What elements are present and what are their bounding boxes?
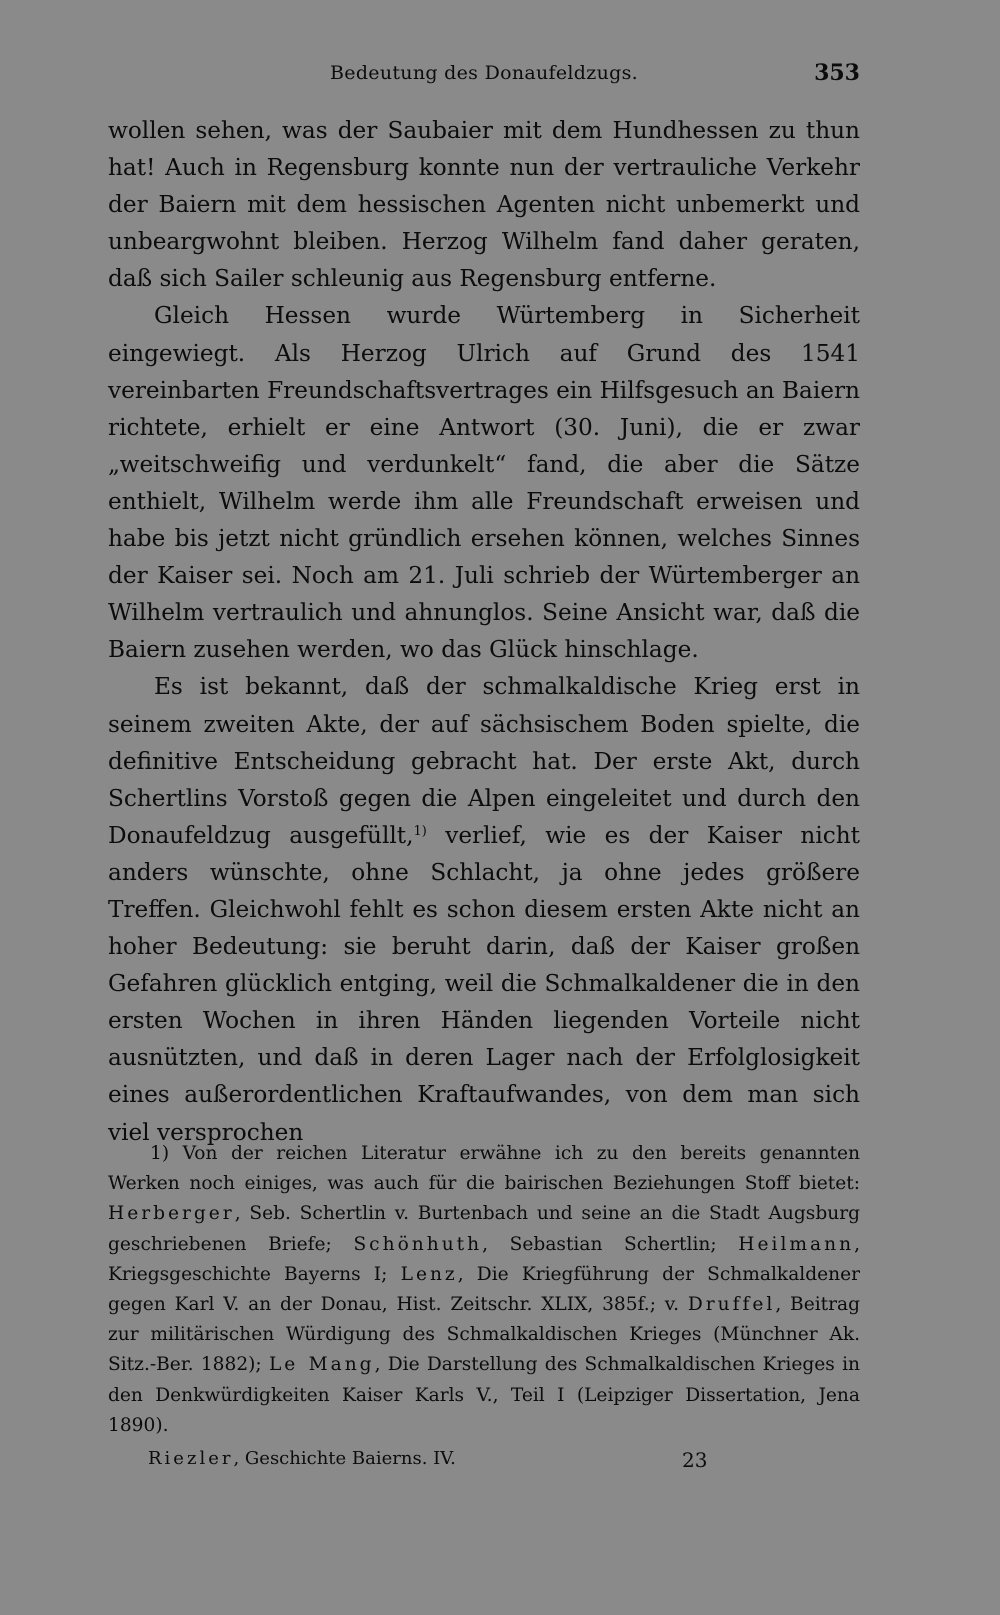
footnote-text: , Sebastian Schertlin;: [482, 1233, 739, 1255]
author-name: Schönhuth: [353, 1233, 483, 1255]
paragraph-3: [108, 668, 860, 1150]
page-header: [108, 58, 860, 94]
paragraph-3-text-b: verlief, wie es der Kaiser nicht anders wünschte, ohne Schlacht, ja ohne jedes größere Treffen. Gleichwohl fehlt es schon diesem ersten Akte nicht an hoher Bedeutung: sie beruht darin, daß der Kaiser großen Gefahren glücklich entging, weil die Schmalkaldener die in den ersten Wochen in ihren Händen liegenden Vorteile nicht ausnützten, und daß in deren Lager nach der Erfolglosigkeit eines außerordentlichen Kraftaufwandes, von dem man sich viel versprochen: [108, 821, 860, 1146]
author-name: Lenz: [400, 1263, 458, 1285]
footnote-text: , Seb. Schertlin v. Burtenbach und seine an die Stadt Augsburg geschriebenen Briefe;: [108, 1203, 860, 1255]
author-name: Druffel: [687, 1294, 776, 1316]
signature-work: [148, 1448, 456, 1469]
signature-line: [148, 1448, 860, 1478]
author-name: Herberger: [108, 1203, 235, 1225]
main-text: [108, 112, 860, 1151]
running-title: Bedeutung des Donaufeldzugs.: [330, 62, 638, 84]
footnote-text: , Die Kriegführung der Schmalkaldener gegen Karl V. an der Donau, Hist. Zeitschr. XLIX, 385f.; v.: [108, 1263, 861, 1316]
paragraph-2: Gleich Hessen wurde Würtemberg in Sicherheit eingewiegt. Als Herzog Ulrich auf Grund des 1541 vereinbarten Freundschaftsvertrages ein Hilfsgesuch an Baiern richtete, erhielt er eine Antwort (30. Juni), die er zwar „weitschweifig und verdunkelt“ fand, die aber die Sätze enthielt, Wilhelm werde ihm alle Freundschaft erweisen und habe bis jetzt nicht gründlich ersehen können, welches Sinnes der Kaiser sei. Noch am 21. Juli schrieb der Würtemberger an Wilhelm vertraulich und ahnunglos. Seine Ansicht war, daß die Baiern zusehen werden, wo das Glück hinschlage.: [108, 302, 860, 664]
paragraph-3-text-a: Es ist bekannt, daß der schmalkaldische Krieg erst in seinem zweiten Akte, der auf sächsischem Boden spielte, die definitive Entscheidung gebracht hat. Der erste Akt, durch Schertlins Vorstoß gegen die Alpen eingeleitet und durch den Donaufeldzug ausgefüllt,: [108, 673, 860, 849]
footnote-text: , Die Darstellung des Schmalkaldischen Krieges in den Denkwürdigkeiten Kaiser Karls V., Teil I (Leipziger Dissertation, Jena 1890).: [108, 1354, 860, 1436]
footnotes: [108, 1139, 860, 1441]
signature-sheet-number: 23: [682, 1448, 708, 1472]
footnote-1: [108, 1139, 860, 1441]
footnote-text: , Kriegsgeschichte Bayerns I;: [108, 1233, 860, 1285]
footnote-text: , Beitrag zur militärischen Würdigung des Schmalkaldischen Krieges (Münchner Ak. Sitz.-Ber. 1882);: [108, 1294, 860, 1376]
author-name: Le Mang: [268, 1354, 375, 1376]
signature-title: , Geschichte Baierns. IV.: [233, 1448, 456, 1469]
footnote-reference: 1): [413, 823, 427, 839]
paragraph-1: wollen sehen, was der Saubaier mit dem Hundhessen zu thun hat! Auch in Regensburg konnte nun der vertrauliche Verkehr der Baiern mit dem hessischen Agenten nicht unbemerkt und unbeargwohnt bleiben. Herzog Wilhelm fand daher geraten, daß sich Sailer schleunig aus Regensburg entferne.: [108, 117, 860, 293]
signature-author: Riezler: [148, 1448, 234, 1469]
footnote-marker: 1): [150, 1143, 170, 1164]
author-name: Heilmann: [738, 1233, 855, 1255]
page-number: 353: [814, 60, 860, 86]
footnote-text: Von der reichen Literatur erwähne ich zu den bereits genannten Werken noch einiges, was auch für die bairischen Beziehungen Stoff bietet:: [108, 1143, 860, 1195]
